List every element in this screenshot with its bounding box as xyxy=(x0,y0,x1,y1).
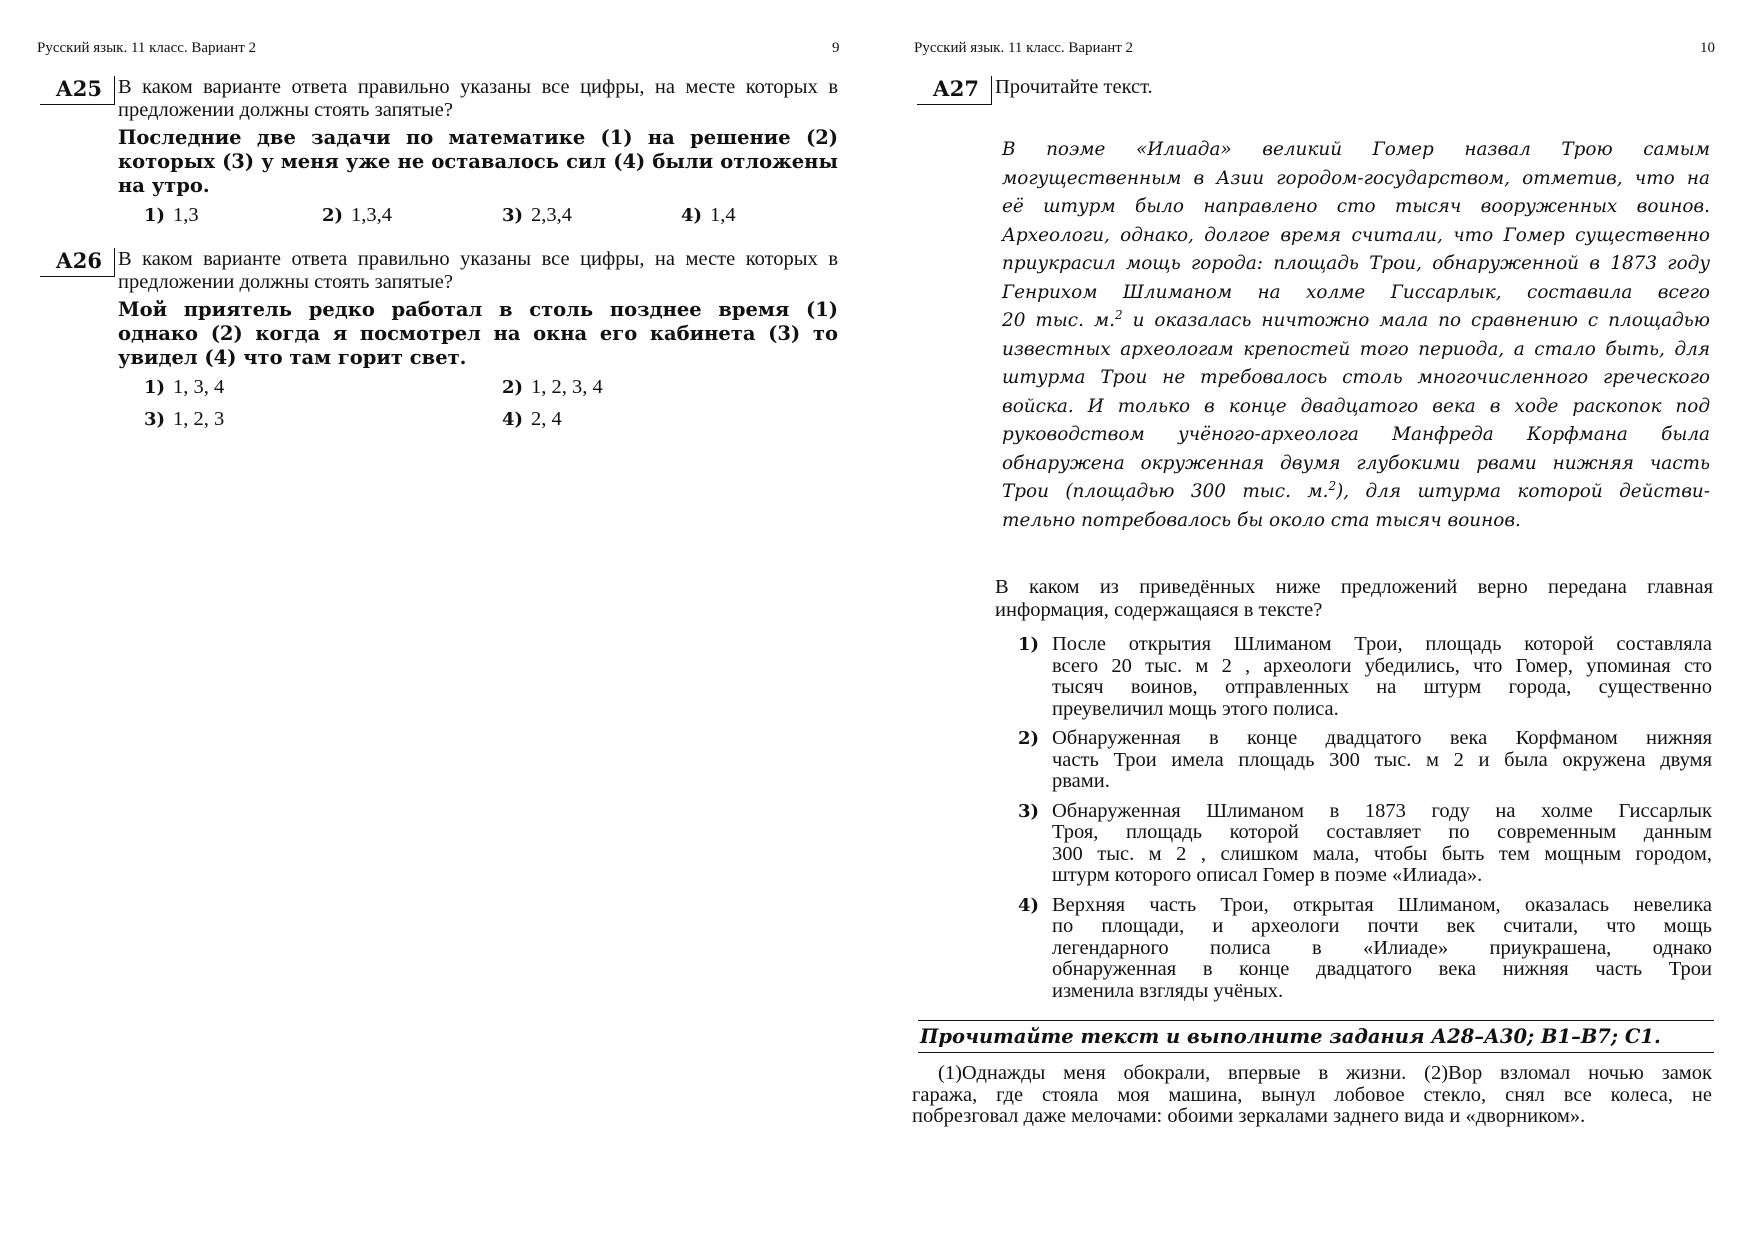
passage-line: могущественным в Азии городом-государством, отметив, что на xyxy=(1002,167,1710,189)
answer-option: 4) 2, 4 xyxy=(502,408,562,430)
task-question: В каком варианте ответа правильно указаны все цифры, на месте которых в предложении должны стоять запятые? xyxy=(118,248,838,293)
passage-line: известных археологам крепостей того периода, а стало быть, для xyxy=(1002,338,1710,360)
passage-line: штурма Трои не требовалось столь многочисленного греческого xyxy=(1002,367,1710,388)
answer-option: 4) 1,4 xyxy=(681,204,736,226)
reading-passage xyxy=(1002,136,1710,535)
story-text xyxy=(912,1063,1712,1128)
passage-line: В поэме «Илиада» великий Гомер назвал Трою самым xyxy=(1002,139,1710,160)
answer-options xyxy=(118,370,838,402)
answer-option: 1) После открытия Шлиманом Трои, площадь которой составляла всего 20 тыс. м 2 , археологи убедились, что Гомер, упоминая сто тысяч воинов, отправленных на штурм города, существенно преувеличил мощь этого полиса. xyxy=(1018,633,1712,720)
passage-line: тельно потребовалось бы около ста тысяч воинов. xyxy=(1002,509,1521,531)
passage-line: Археологи, однако, долгое время считали, что Гомер существенно xyxy=(1002,224,1710,246)
passage-line: обнаружена окруженная двумя глубокими рвами нижняя часть xyxy=(1002,452,1710,474)
answer-option: 1) 1, 3, 4 xyxy=(144,376,225,398)
passage-line: войска. И только в конце двадцатого века в ходе раскопок под xyxy=(1002,395,1710,417)
answer-option: 2) Обнаруженная в конце двадцатого века Корфманом нижняя часть Трои имела площадь 300 тыс. м 2 и была окружена двумя рвами. xyxy=(1018,727,1712,792)
passage-line: руководством учёного-археолога Манфреда Корфмана была xyxy=(1002,424,1710,445)
story-line: гаража, где стояла моя машина, вынул лобовое стекло, снял все колеса, не xyxy=(912,1083,1712,1106)
answer-list xyxy=(1018,634,1712,1010)
passage-line: Трои (площадью 300 тыс. м.$^2$), для штурма которой действи- xyxy=(1002,478,1710,502)
answer-option: 1) 1,3 xyxy=(144,204,199,226)
passage-line: приукрасил мощь города: площадь Трои, обнаруженной в 1873 году xyxy=(1002,253,1710,274)
task-question: В каком варианте ответа правильно указаны все цифры, на месте которых в предложении должны стоять запятые? xyxy=(118,76,838,121)
passage-line: её штурм было направлено сто тысяч вооруженных воинов. xyxy=(1002,196,1710,217)
page-header: Русский язык. 11 класс. Вариант 2 xyxy=(914,40,1134,56)
answer-option: 2) 1, 2, 3, 4 xyxy=(502,376,603,398)
answer-options xyxy=(118,402,838,434)
page-number: 9 xyxy=(832,40,840,56)
task-question: В каком из приведённых ниже предложений верно передана главная информация, содержащаяся в тексте? xyxy=(995,576,1713,621)
answer-options xyxy=(118,198,838,230)
answer-option: 3) 2,3,4 xyxy=(502,204,573,226)
answer-option: 4) Верхняя часть Трои, открытая Шлиманом, оказалась невелика по площади, и археологи почти век считали, что мощь легендарного полиса в «Илиаде» приукрашена, однако обнаруженная в конце двадцатого века нижняя часть Трои изменила взгляды учёных. xyxy=(1018,893,1712,1002)
story-line: (1)Однажды меня обокрали, впервые в жизни. (2)Вор взломал ночью замок xyxy=(938,1062,1712,1084)
answer-option: 2) 1,3,4 xyxy=(322,204,393,226)
page-header: Русский язык. 11 класс. Вариант 2 xyxy=(37,40,257,56)
passage-line: Генрихом Шлиманом на холме Гиссарлык, составила всего xyxy=(1002,281,1710,303)
task-label: А27 xyxy=(917,76,992,105)
answer-option: 3) 1, 2, 3 xyxy=(144,408,225,430)
page-number: 10 xyxy=(1700,40,1715,56)
task-label: А25 xyxy=(40,76,115,105)
passage-line: 20 тыс. м.$^2$ и оказалась ничтожно мала по сравнению с площадью xyxy=(1002,307,1710,331)
answer-option: 3) Обнаруженная Шлиманом в 1873 году на холме Гиссарлык Троя, площадь которой составляет по современным данным 300 тыс. м 2 , слишком мала, чтобы быть тем мощным городом, штурм которого описал Гомер в поэме «Илиада». xyxy=(1018,799,1712,886)
task-label: А26 xyxy=(40,248,115,277)
task-intro: Прочитайте текст. xyxy=(995,76,1153,98)
story-line: побрезговал даже мелочами: обоими зеркалами заднего вида и «дворником». xyxy=(912,1105,1586,1127)
task-sentence: Мой приятель редко работал в столь позднее время (1) однако (2) когда я посмотрел на окна его кабинета (3) то увидел (4) что там горит свет. xyxy=(118,298,838,369)
section-instruction: Прочитайте текст и выполните задания А28–А30; В1–В7; С1. xyxy=(918,1020,1714,1053)
task-sentence: Последние две задачи по математике (1) на решение (2) которых (3) у меня уже не оставалось сил (4) были отложены на утро. xyxy=(118,126,838,197)
